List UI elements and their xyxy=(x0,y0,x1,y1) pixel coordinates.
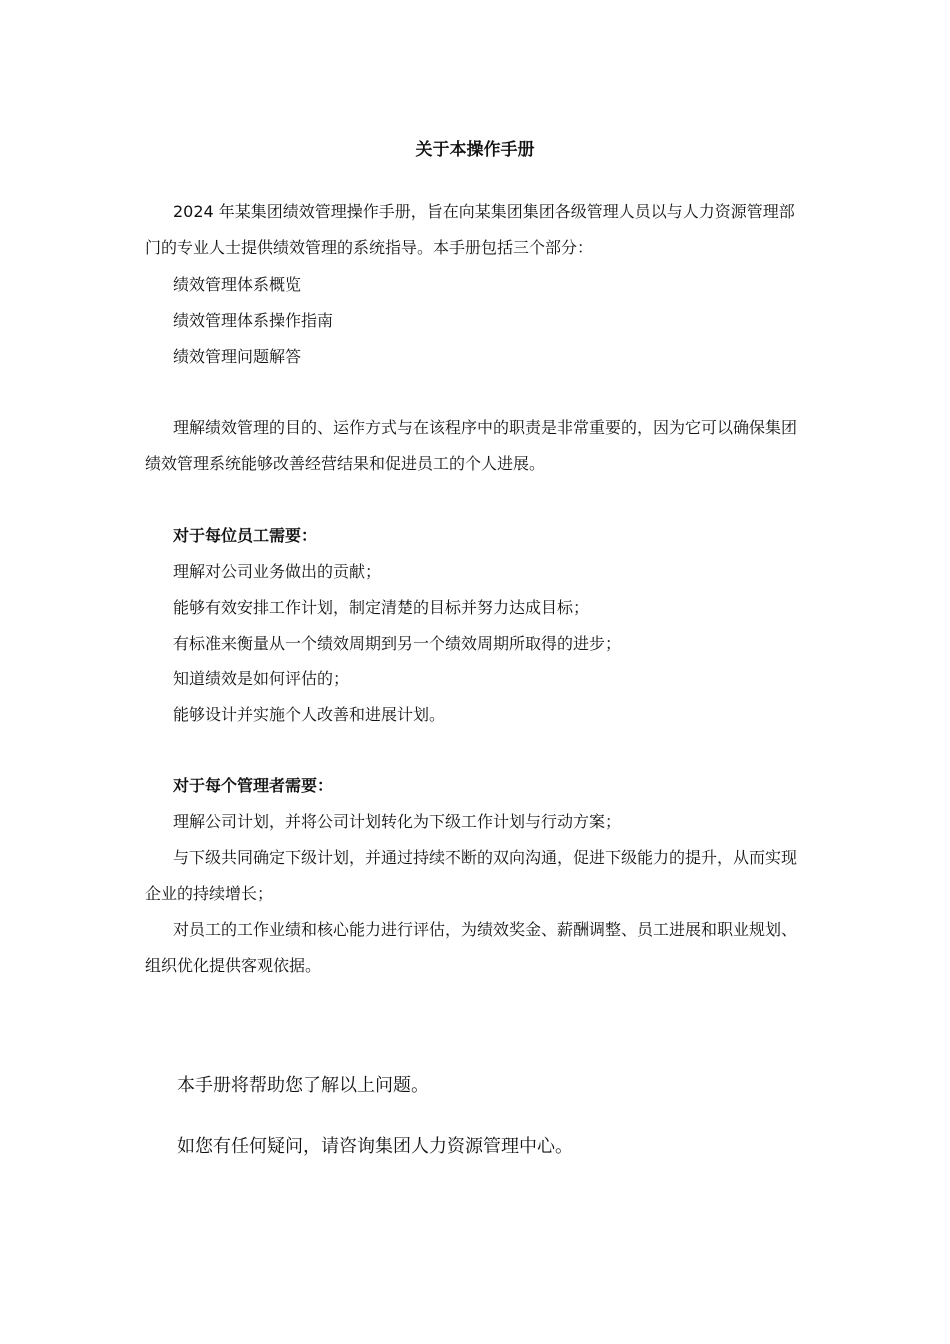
closing-line-2: 如您有任何疑问，请咨询集团人力资源管理中心。 xyxy=(177,1136,573,1157)
employee-item-5: 能够设计并实施个人改善和进展计划。 xyxy=(173,705,446,724)
employee-item-4: 知道绩效是如何评估的； xyxy=(173,669,350,688)
employees-heading: 对于每位员工需要： xyxy=(173,526,318,545)
part-item-2: 绩效管理体系操作指南 xyxy=(173,311,334,330)
employee-item-3: 有标准来衡量从一个绩效周期到另一个绩效周期所取得的进步； xyxy=(173,634,622,653)
intro-paragraph: 2024 年某集团绩效管理操作手册，旨在向某集团集团各级管理人员以与人力资源管理部门的专业人士提供绩效管理的系统指导。本手册包括三个部分： xyxy=(145,202,795,257)
manager-item-1: 理解公司计划，并将公司计划转化为下级工作计划与行动方案； xyxy=(173,812,622,831)
closing-line-1: 本手册将帮助您了解以上问题。 xyxy=(177,1075,429,1096)
managers-heading: 对于每个管理者需要： xyxy=(173,776,334,795)
manager-item-2: 与下级共同确定下级计划，并通过持续不断的双向沟通，促进下级能力的提升，从而实现企业的持续增长； xyxy=(145,848,798,903)
importance-paragraph: 理解绩效管理的目的、运作方式与在该程序中的职责是非常重要的，因为它可以确保集团绩效管理系统能够改善经营结果和促进员工的个人进展。 xyxy=(145,418,798,473)
manager-item-3: 对员工的工作业绩和核心能力进行评估，为绩效奖金、薪酬调整、员工进展和职业规划、组织优化提供客观依据。 xyxy=(145,920,798,975)
page-title: 关于本操作手册 xyxy=(415,140,535,160)
employee-item-1: 理解对公司业务做出的贡献； xyxy=(173,562,382,581)
part-item-1: 绩效管理体系概览 xyxy=(173,275,302,294)
part-item-3: 绩效管理问题解答 xyxy=(173,347,302,366)
employee-item-2: 能够有效安排工作计划，制定清楚的目标并努力达成目标； xyxy=(173,598,590,617)
